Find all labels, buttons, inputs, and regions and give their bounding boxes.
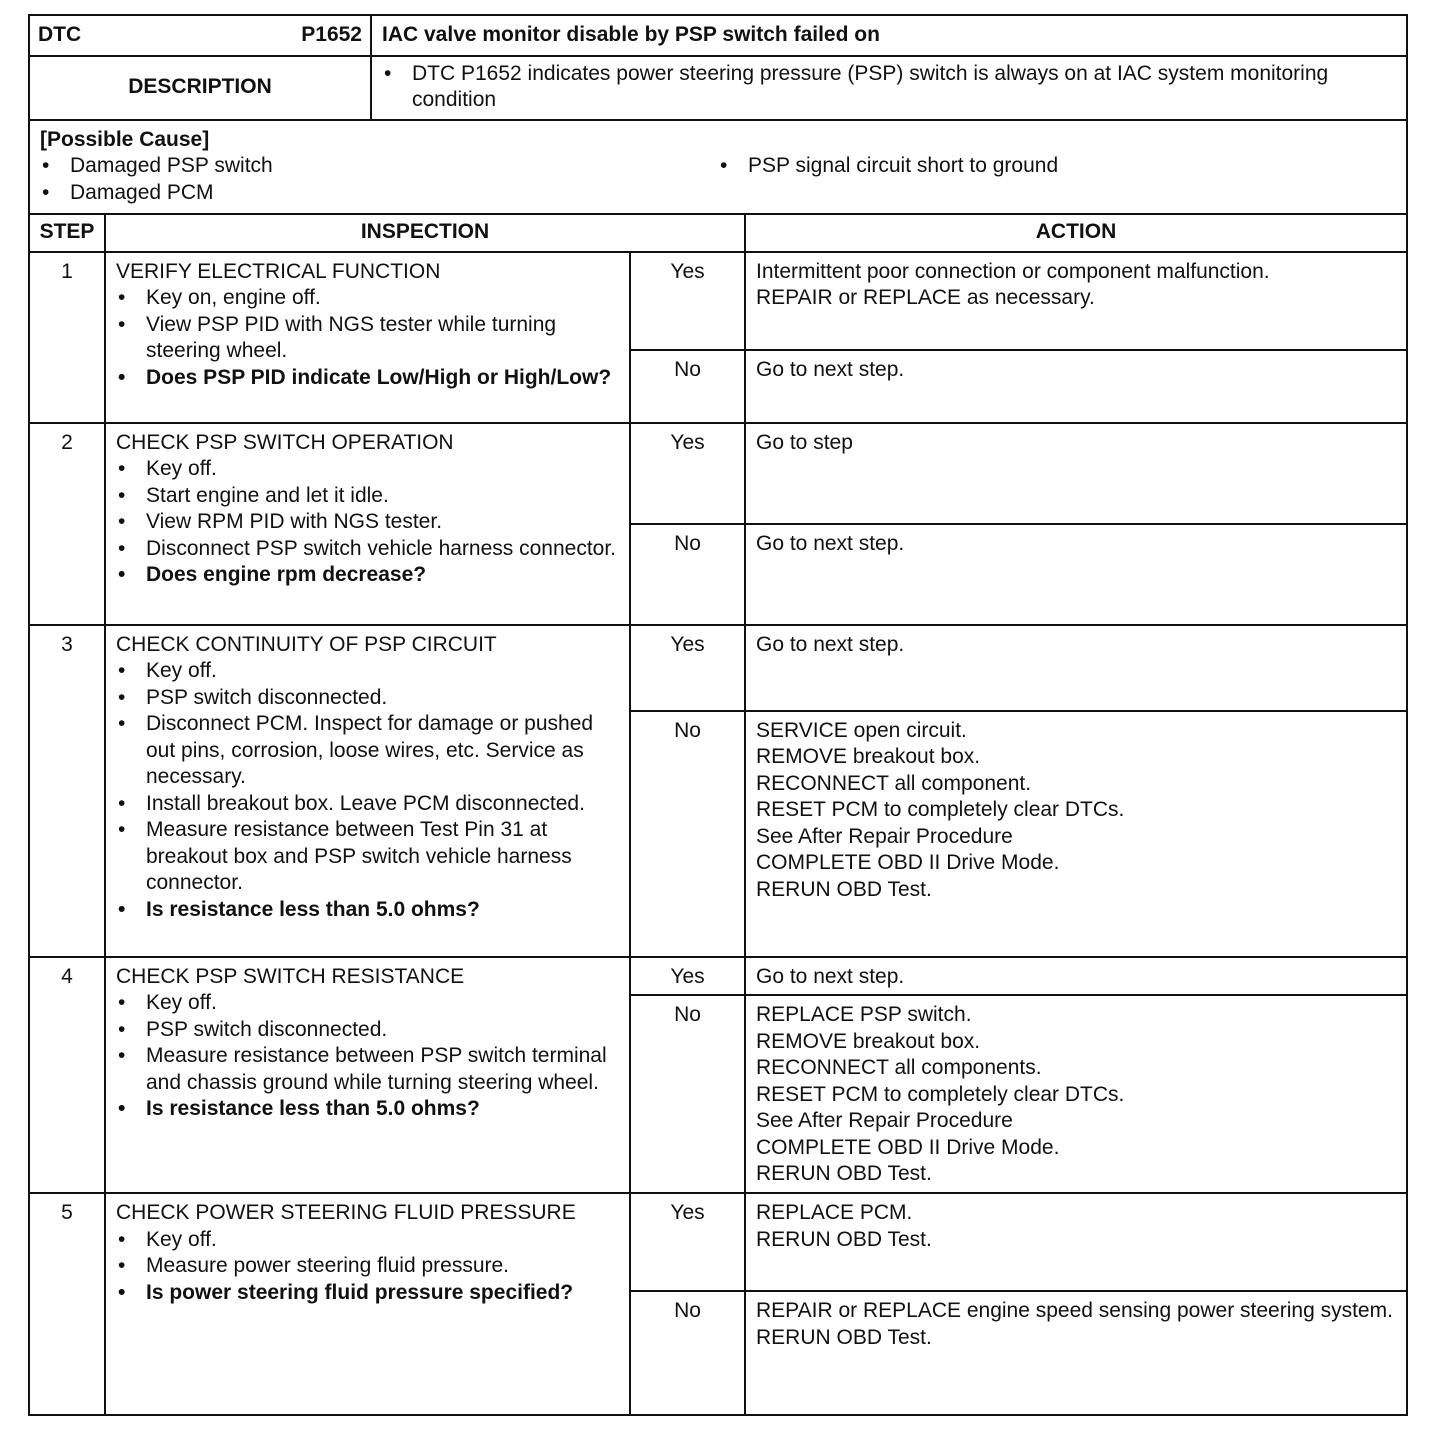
no-action-cell <box>745 350 1407 423</box>
possible-cause-item: • Damaged PCM <box>40 180 718 207</box>
inspection-title: CHECK PSP SWITCH RESISTANCE <box>116 964 465 988</box>
yes-action-cell <box>745 252 1407 350</box>
inspection-title: VERIFY ELECTRICAL FUNCTION <box>116 259 441 283</box>
yes-action-line: Go to next step. <box>756 964 905 988</box>
inspection-bullet: • Measure power steering fluid pressure. <box>116 1253 621 1280</box>
inspection-question: • Is resistance less than 5.0 ohms? <box>116 1096 621 1123</box>
no-action-line: REMOVE breakout box. <box>756 1029 981 1053</box>
inspection-list <box>116 1227 621 1307</box>
dtc-code: P1652 <box>301 23 362 46</box>
dtc-title: IAC valve monitor disable by PSP switch failed on <box>371 15 1407 56</box>
step-row <box>29 252 1407 350</box>
no-action-line: See After Repair Procedure <box>756 824 1013 848</box>
inspection-bullet: • Key off. <box>116 456 621 483</box>
inspection-bullet: • View RPM PID with NGS tester. <box>116 509 621 536</box>
inspection-bullet: • Key on, engine off. <box>116 285 621 312</box>
column-header-row <box>29 214 1407 252</box>
yes-label: Yes <box>630 252 745 350</box>
step-number: 3 <box>29 625 105 957</box>
inspection-cell <box>105 252 630 423</box>
yes-label: Yes <box>630 1193 745 1291</box>
yes-action-line: REPAIR or REPLACE as necessary. <box>756 286 1095 309</box>
possible-cause-item: • Damaged PSP switch <box>40 153 718 180</box>
inspection-question: • Does engine rpm decrease? <box>116 562 621 589</box>
no-action-cell <box>745 711 1407 957</box>
inspection-question: • Is resistance less than 5.0 ohms? <box>116 897 621 924</box>
description-text: • DTC P1652 indicates power steering pressure (PSP) switch is always on at IAC system monitoring condition <box>382 61 1396 114</box>
step-number: 4 <box>29 957 105 1194</box>
action-column-header: ACTION <box>745 214 1407 252</box>
no-action-line: COMPLETE OBD II Drive Mode. <box>756 1135 1060 1159</box>
inspection-list <box>116 990 621 1123</box>
no-action-line: SERVICE open circuit. <box>756 718 967 742</box>
no-action-line: COMPLETE OBD II Drive Mode. <box>756 851 1060 874</box>
step-row <box>29 625 1407 711</box>
diagnostic-table <box>28 14 1408 1416</box>
inspection-bullet: • PSP switch disconnected. <box>116 1017 621 1044</box>
step-number: 5 <box>29 1193 105 1415</box>
no-action-line: REMOVE breakout box. <box>756 745 981 768</box>
yes-action-line: REPLACE PCM. <box>756 1201 913 1224</box>
inspection-column-header: INSPECTION <box>105 214 745 252</box>
no-action-line: RERUN OBD Test. <box>756 1325 932 1349</box>
yes-action-cell <box>745 957 1407 996</box>
inspection-bullet: • Measure resistance between PSP switch terminal and chassis ground while turning steering wheel. <box>116 1043 621 1096</box>
step-row <box>29 1193 1407 1291</box>
step-number: 2 <box>29 423 105 625</box>
inspection-title: CHECK CONTINUITY OF PSP CIRCUIT <box>116 632 497 656</box>
cause-list-left <box>40 153 718 206</box>
inspection-bullet: • Key off. <box>116 658 621 685</box>
possible-cause-row <box>29 120 1407 214</box>
inspection-bullet: • Measure resistance between Test Pin 31 at breakout box and PSP switch vehicle harness connector. <box>116 817 621 897</box>
inspection-cell <box>105 1193 630 1415</box>
inspection-bullet: • Key off. <box>116 990 621 1017</box>
diagnostic-sheet <box>28 14 1406 1416</box>
yes-action-line: Go to step <box>756 430 853 454</box>
inspection-bullet: • Disconnect PSP switch vehicle harness connector. <box>116 536 621 563</box>
step-number: 1 <box>29 252 105 423</box>
inspection-bullet: • PSP switch disconnected. <box>116 685 621 712</box>
inspection-question: • Is power steering fluid pressure specified? <box>116 1280 621 1307</box>
inspection-bullet: • Install breakout box. Leave PCM disconnected. <box>116 791 621 818</box>
inspection-cell <box>105 957 630 1194</box>
inspection-bullet: • Key off. <box>116 1227 621 1254</box>
no-label: No <box>630 995 745 1193</box>
yes-label: Yes <box>630 957 745 996</box>
yes-action-line: Intermittent poor connection or component malfunction. <box>756 259 1270 283</box>
no-action-line: RERUN OBD Test. <box>756 877 932 901</box>
inspection-question: • Does PSP PID indicate Low/High or High/Low? <box>116 365 621 392</box>
no-action-line: RECONNECT all component. <box>756 771 1032 795</box>
no-action-line: See After Repair Procedure <box>756 1109 1013 1132</box>
possible-cause-label: [Possible Cause] <box>40 127 210 151</box>
inspection-cell <box>105 423 630 625</box>
no-action-line: RECONNECT all components. <box>756 1056 1042 1079</box>
step-row <box>29 957 1407 996</box>
no-action-line: RERUN OBD Test. <box>756 1162 932 1185</box>
description-cell <box>371 56 1407 120</box>
no-action-line: Go to next step. <box>756 531 905 555</box>
inspection-bullet: • View PSP PID with NGS tester while turning steering wheel. <box>116 312 621 365</box>
dtc-label: DTC <box>38 23 82 46</box>
inspection-title: CHECK POWER STEERING FLUID PRESSURE <box>116 1201 576 1224</box>
inspection-list <box>116 285 621 391</box>
no-label: No <box>630 711 745 957</box>
description-row <box>29 56 1407 120</box>
inspection-bullet: • Start engine and let it idle. <box>116 483 621 510</box>
no-label: No <box>630 524 745 625</box>
cause-list-right <box>718 153 1396 180</box>
dtc-cell <box>29 15 371 56</box>
inspection-cell <box>105 625 630 957</box>
description-label: DESCRIPTION <box>29 56 371 120</box>
yes-action-cell <box>745 1193 1407 1291</box>
inspection-list <box>116 658 621 923</box>
no-label: No <box>630 1291 745 1415</box>
no-label: No <box>630 350 745 423</box>
no-action-cell <box>745 1291 1407 1415</box>
yes-action-line: RERUN OBD Test. <box>756 1227 932 1251</box>
no-action-line: REPLACE PSP switch. <box>756 1003 972 1026</box>
yes-label: Yes <box>630 625 745 711</box>
possible-cause-cell <box>29 120 1407 214</box>
step-column-header: STEP <box>29 214 105 252</box>
inspection-bullet: • Disconnect PCM. Inspect for damage or pushed out pins, corrosion, loose wires, etc. Service as necessary. <box>116 711 621 791</box>
header-row <box>29 15 1407 56</box>
no-action-line: RESET PCM to completely clear DTCs. <box>756 1082 1125 1106</box>
no-action-line: Go to next step. <box>756 357 905 381</box>
inspection-title: CHECK PSP SWITCH OPERATION <box>116 430 454 454</box>
no-action-line: RESET PCM to completely clear DTCs. <box>756 798 1125 821</box>
inspection-list <box>116 456 621 589</box>
yes-label: Yes <box>630 423 745 524</box>
no-action-line: REPAIR or REPLACE engine speed sensing power steering system. <box>756 1299 1393 1322</box>
no-action-cell <box>745 524 1407 625</box>
yes-action-cell <box>745 423 1407 524</box>
yes-action-line: Go to next step. <box>756 632 905 656</box>
no-action-cell <box>745 995 1407 1193</box>
possible-cause-item: • PSP signal circuit short to ground <box>718 153 1396 180</box>
yes-action-cell <box>745 625 1407 711</box>
step-row <box>29 423 1407 524</box>
